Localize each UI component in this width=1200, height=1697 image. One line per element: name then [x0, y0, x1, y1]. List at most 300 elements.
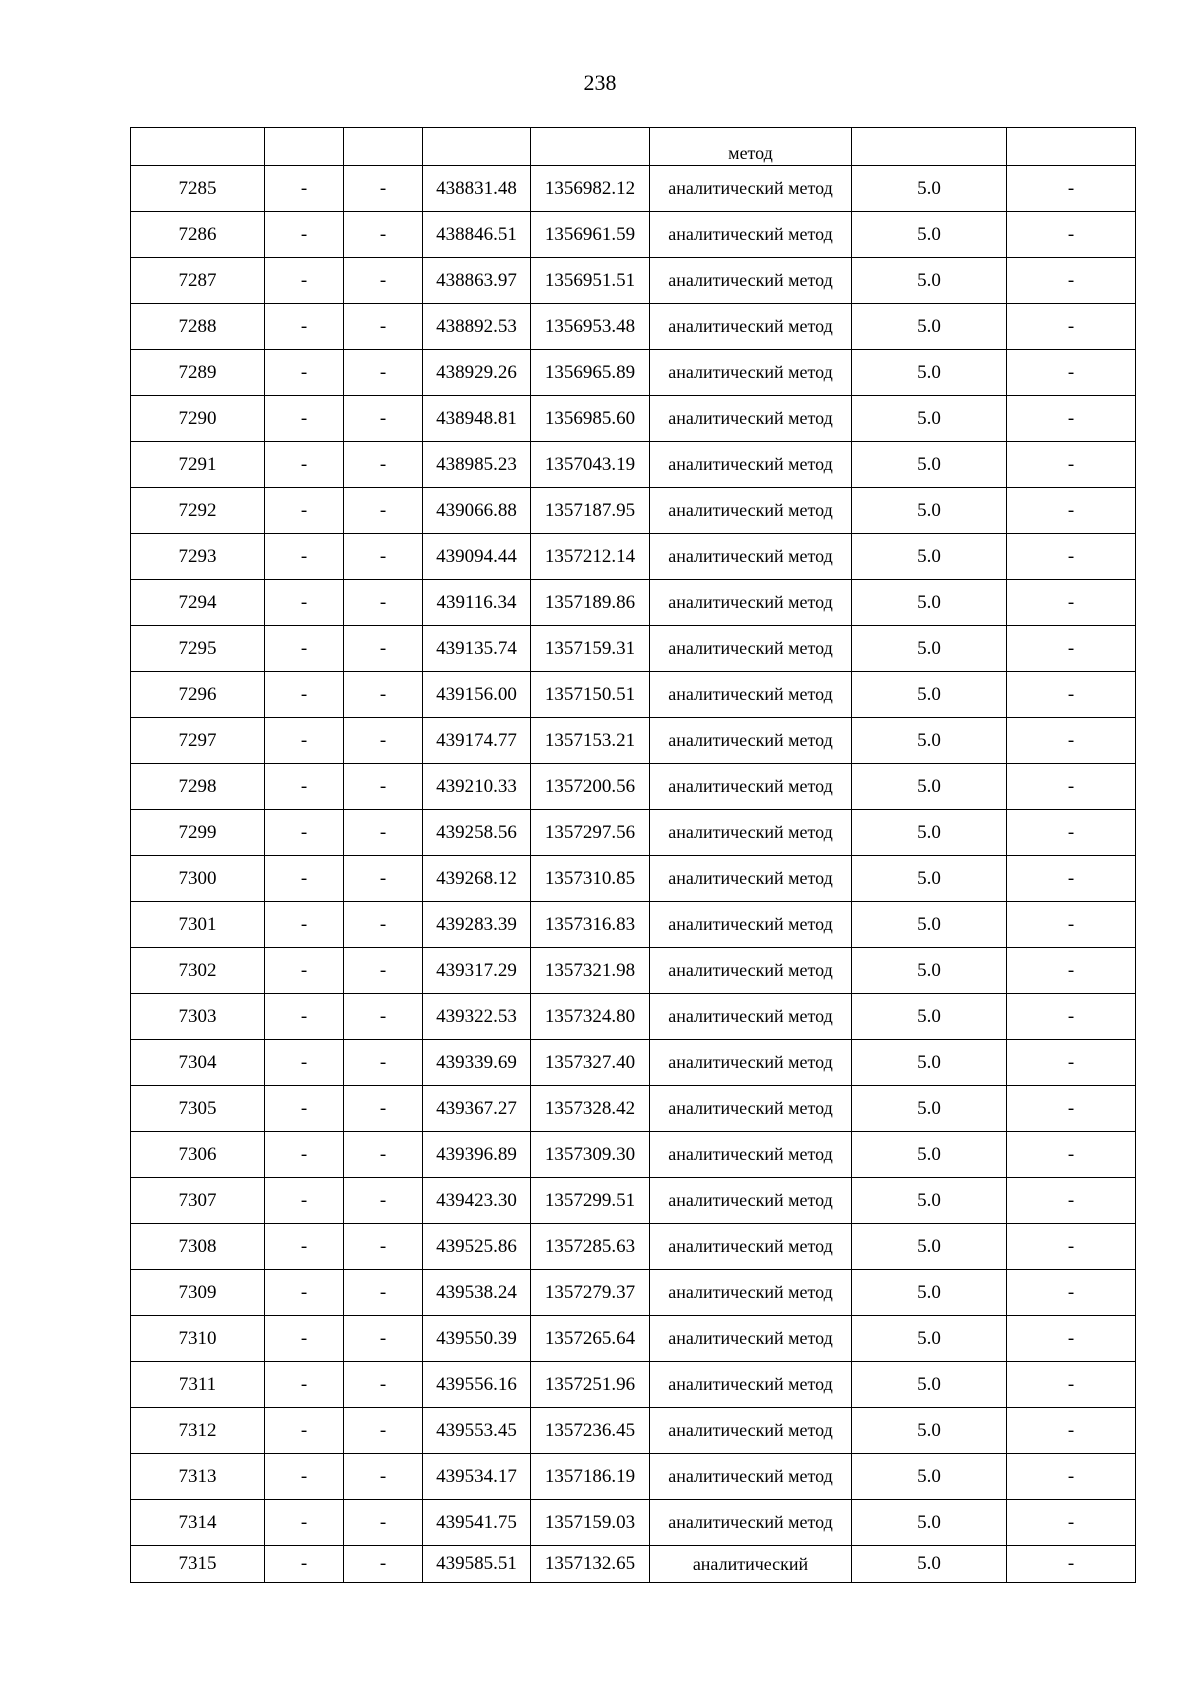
cell-accuracy: 5.0	[852, 1132, 1007, 1178]
method-text: аналитический метод	[668, 638, 833, 658]
cell-col3: -	[344, 1270, 423, 1316]
cell-y: 1357327.40	[531, 1040, 650, 1086]
table-row	[131, 810, 1136, 856]
cell-method	[650, 810, 852, 856]
cell-col2: -	[265, 856, 344, 902]
method-text: аналитический метод	[668, 270, 833, 290]
coordinates-table	[130, 127, 1136, 1583]
cell-col2: -	[265, 396, 344, 442]
cell-col8: -	[1007, 902, 1136, 948]
cell-accuracy: 5.0	[852, 626, 1007, 672]
cell-col3: -	[344, 1408, 423, 1454]
cell-col3: -	[344, 1316, 423, 1362]
cell-accuracy: 5.0	[852, 1040, 1007, 1086]
cell-col2: -	[265, 212, 344, 258]
cell-y: 1357212.14	[531, 534, 650, 580]
cell-col2: -	[265, 1224, 344, 1270]
cell-method	[650, 1224, 852, 1270]
table-row	[131, 1132, 1136, 1178]
cell-col2: -	[265, 442, 344, 488]
cell-col8: -	[1007, 672, 1136, 718]
cell-point-number: 7305	[131, 1086, 265, 1132]
cell-point-number: 7292	[131, 488, 265, 534]
table-row	[131, 1086, 1136, 1132]
cell-col2: -	[265, 902, 344, 948]
cell-col2: -	[265, 1132, 344, 1178]
method-text: аналитический метод	[668, 730, 833, 750]
cell-method	[650, 166, 852, 212]
cell-col3: -	[344, 212, 423, 258]
cell-accuracy: 5.0	[852, 580, 1007, 626]
cell-point-number: 7297	[131, 718, 265, 764]
cell-accuracy: 5.0	[852, 212, 1007, 258]
cell-col2: -	[265, 1040, 344, 1086]
cell-point-number	[131, 128, 265, 166]
method-text: аналитический метод	[668, 1466, 833, 1486]
cell-y: 1357251.96	[531, 1362, 650, 1408]
cell-point-number: 7301	[131, 902, 265, 948]
cell-accuracy: 5.0	[852, 1454, 1007, 1500]
cell-accuracy: 5.0	[852, 672, 1007, 718]
cell-point-number: 7290	[131, 396, 265, 442]
cell-point-number: 7293	[131, 534, 265, 580]
cell-col8: -	[1007, 1040, 1136, 1086]
cell-x: 439423.30	[423, 1178, 531, 1224]
cell-point-number: 7314	[131, 1500, 265, 1546]
table-row	[131, 258, 1136, 304]
cell-point-number: 7306	[131, 1132, 265, 1178]
cell-col2: -	[265, 580, 344, 626]
cell-accuracy: 5.0	[852, 994, 1007, 1040]
cell-method	[650, 1362, 852, 1408]
cell-y: 1357310.85	[531, 856, 650, 902]
cell-accuracy: 5.0	[852, 258, 1007, 304]
cell-x: 438846.51	[423, 212, 531, 258]
table-row	[131, 902, 1136, 948]
cell-x: 439396.89	[423, 1132, 531, 1178]
cell-col2: -	[265, 1086, 344, 1132]
cell-col8: -	[1007, 626, 1136, 672]
method-text: аналитический метод	[668, 1374, 833, 1394]
cell-method	[650, 994, 852, 1040]
cell-point-number: 7315	[131, 1546, 265, 1583]
cell-col8: -	[1007, 1178, 1136, 1224]
cell-method	[650, 1546, 852, 1583]
cell-col3: -	[344, 626, 423, 672]
method-text: аналитический метод	[668, 1190, 833, 1210]
cell-point-number: 7313	[131, 1454, 265, 1500]
method-text: аналитический метод	[668, 1512, 833, 1532]
cell-x: 438948.81	[423, 396, 531, 442]
method-text: аналитический метод	[668, 1052, 833, 1072]
cell-point-number: 7309	[131, 1270, 265, 1316]
cell-col2: -	[265, 672, 344, 718]
cell-method	[650, 764, 852, 810]
cell-method	[650, 626, 852, 672]
cell-y: 1357316.83	[531, 902, 650, 948]
cell-col8: -	[1007, 1270, 1136, 1316]
cell-y: 1357299.51	[531, 1178, 650, 1224]
method-text: аналитический метод	[668, 822, 833, 842]
cell-x: 439339.69	[423, 1040, 531, 1086]
cell-y: 1357200.56	[531, 764, 650, 810]
cell-x: 438831.48	[423, 166, 531, 212]
cell-col8: -	[1007, 350, 1136, 396]
cell-col3: -	[344, 350, 423, 396]
cell-method	[650, 1408, 852, 1454]
method-text: аналитический метод	[668, 500, 833, 520]
cell-col2: -	[265, 488, 344, 534]
cell-col2: -	[265, 166, 344, 212]
cell-accuracy: 5.0	[852, 1500, 1007, 1546]
cell-point-number: 7307	[131, 1178, 265, 1224]
cell-x: 439135.74	[423, 626, 531, 672]
cell-method	[650, 212, 852, 258]
method-text: аналитический	[692, 1553, 809, 1574]
cell-x: 438863.97	[423, 258, 531, 304]
cell-method	[650, 442, 852, 488]
cell-col3: -	[344, 1178, 423, 1224]
method-text: аналитический метод	[668, 776, 833, 796]
cell-point-number: 7302	[131, 948, 265, 994]
cell-col3: -	[344, 1500, 423, 1546]
table-row	[131, 580, 1136, 626]
cell-col3: -	[344, 1040, 423, 1086]
cell-col3: -	[344, 764, 423, 810]
cell-col2: -	[265, 534, 344, 580]
cell-accuracy: 5.0	[852, 948, 1007, 994]
method-text: аналитический метод	[668, 316, 833, 336]
cell-col8: -	[1007, 718, 1136, 764]
cell-accuracy: 5.0	[852, 810, 1007, 856]
cell-method	[650, 258, 852, 304]
method-text: аналитический метод	[668, 362, 833, 382]
table-row	[131, 1040, 1136, 1086]
table-row	[131, 718, 1136, 764]
method-text: аналитический метод	[668, 1328, 833, 1348]
cell-point-number: 7303	[131, 994, 265, 1040]
cell-y: 1357159.31	[531, 626, 650, 672]
cell-accuracy	[852, 128, 1007, 166]
cell-point-number: 7311	[131, 1362, 265, 1408]
cell-col3: -	[344, 258, 423, 304]
method-text: аналитический метод	[668, 224, 833, 244]
cell-col8: -	[1007, 488, 1136, 534]
cell-y: 1357309.30	[531, 1132, 650, 1178]
cell-col8	[1007, 128, 1136, 166]
cell-y: 1356961.59	[531, 212, 650, 258]
cell-col3: -	[344, 488, 423, 534]
method-text: аналитический метод	[668, 454, 833, 474]
method-text: аналитический метод	[668, 592, 833, 612]
cell-col3: -	[344, 672, 423, 718]
method-text: аналитический метод	[668, 868, 833, 888]
cell-y: 1356985.60	[531, 396, 650, 442]
method-text: аналитический метод	[668, 1420, 833, 1440]
cell-col8: -	[1007, 948, 1136, 994]
cell-col2: -	[265, 1270, 344, 1316]
cell-y: 1356965.89	[531, 350, 650, 396]
table-row	[131, 994, 1136, 1040]
method-text: аналитический метод	[668, 1006, 833, 1026]
cell-x: 439367.27	[423, 1086, 531, 1132]
table-row	[131, 626, 1136, 672]
cell-col8: -	[1007, 304, 1136, 350]
method-text: метод	[728, 143, 773, 163]
cell-col3	[344, 128, 423, 166]
table-row	[131, 488, 1136, 534]
cell-method	[650, 718, 852, 764]
cell-y: 1357153.21	[531, 718, 650, 764]
cell-col8: -	[1007, 856, 1136, 902]
cell-col3: -	[344, 166, 423, 212]
cell-x: 439525.86	[423, 1224, 531, 1270]
cell-y: 1356982.12	[531, 166, 650, 212]
cell-col3: -	[344, 304, 423, 350]
cell-col8: -	[1007, 1500, 1136, 1546]
cell-col3: -	[344, 856, 423, 902]
cell-x: 439317.29	[423, 948, 531, 994]
cell-method	[650, 948, 852, 994]
method-text: аналитический метод	[668, 178, 833, 198]
cell-col2: -	[265, 1408, 344, 1454]
cell-method	[650, 128, 852, 166]
cell-method	[650, 534, 852, 580]
cell-col2: -	[265, 626, 344, 672]
cell-y: 1357187.95	[531, 488, 650, 534]
cell-col8: -	[1007, 1132, 1136, 1178]
cell-col3: -	[344, 396, 423, 442]
cell-col8: -	[1007, 1408, 1136, 1454]
cell-point-number: 7312	[131, 1408, 265, 1454]
cell-col8: -	[1007, 1224, 1136, 1270]
method-text: аналитический метод	[668, 914, 833, 934]
cell-accuracy: 5.0	[852, 1546, 1007, 1583]
cell-point-number: 7291	[131, 442, 265, 488]
cell-col3: -	[344, 1546, 423, 1583]
cell-accuracy: 5.0	[852, 764, 1007, 810]
cell-x: 438892.53	[423, 304, 531, 350]
cell-col3: -	[344, 718, 423, 764]
table-row	[131, 856, 1136, 902]
cell-col2: -	[265, 1454, 344, 1500]
table-row	[131, 166, 1136, 212]
table-row	[131, 212, 1136, 258]
cell-point-number: 7310	[131, 1316, 265, 1362]
cell-method	[650, 396, 852, 442]
cell-y: 1357328.42	[531, 1086, 650, 1132]
cell-col8: -	[1007, 810, 1136, 856]
cell-col3: -	[344, 1224, 423, 1270]
cell-col2: -	[265, 810, 344, 856]
cell-accuracy: 5.0	[852, 1316, 1007, 1362]
table-row	[131, 1454, 1136, 1500]
cell-x: 439553.45	[423, 1408, 531, 1454]
cell-x	[423, 128, 531, 166]
cell-y: 1357043.19	[531, 442, 650, 488]
cell-col2: -	[265, 1316, 344, 1362]
cell-method	[650, 1086, 852, 1132]
cell-accuracy: 5.0	[852, 350, 1007, 396]
cell-x: 439585.51	[423, 1546, 531, 1583]
cell-y: 1357321.98	[531, 948, 650, 994]
cell-col3: -	[344, 902, 423, 948]
cell-y: 1357150.51	[531, 672, 650, 718]
cell-method	[650, 1316, 852, 1362]
cell-x: 439174.77	[423, 718, 531, 764]
page-number: 238	[583, 70, 617, 95]
table-row	[131, 764, 1136, 810]
cell-y: 1357265.64	[531, 1316, 650, 1362]
cell-col3: -	[344, 1132, 423, 1178]
table-row	[131, 396, 1136, 442]
cell-col8: -	[1007, 994, 1136, 1040]
cell-col2: -	[265, 994, 344, 1040]
cell-accuracy: 5.0	[852, 166, 1007, 212]
table-row	[131, 534, 1136, 580]
cell-accuracy: 5.0	[852, 304, 1007, 350]
cell-method	[650, 672, 852, 718]
cell-col2: -	[265, 764, 344, 810]
cell-col2: -	[265, 1362, 344, 1408]
cell-col2: -	[265, 350, 344, 396]
cell-col2: -	[265, 1546, 344, 1583]
cell-col3: -	[344, 442, 423, 488]
cell-x: 438985.23	[423, 442, 531, 488]
cell-method	[650, 902, 852, 948]
method-text: аналитический метод	[668, 684, 833, 704]
cell-method	[650, 488, 852, 534]
cell-col2: -	[265, 948, 344, 994]
cell-accuracy: 5.0	[852, 1224, 1007, 1270]
cell-point-number: 7287	[131, 258, 265, 304]
cell-col3: -	[344, 1086, 423, 1132]
cell-x: 439258.56	[423, 810, 531, 856]
table-row	[131, 1362, 1136, 1408]
table-row	[131, 1408, 1136, 1454]
cell-point-number: 7286	[131, 212, 265, 258]
cell-x: 439550.39	[423, 1316, 531, 1362]
cell-method	[650, 1270, 852, 1316]
table-row	[131, 1224, 1136, 1270]
cell-y: 1357186.19	[531, 1454, 650, 1500]
table-row-continuation	[131, 128, 1136, 166]
cell-method	[650, 304, 852, 350]
cell-x: 439268.12	[423, 856, 531, 902]
cell-method	[650, 580, 852, 626]
cell-point-number: 7289	[131, 350, 265, 396]
cell-accuracy: 5.0	[852, 488, 1007, 534]
cell-y: 1357189.86	[531, 580, 650, 626]
cell-y: 1357279.37	[531, 1270, 650, 1316]
table-row	[131, 1546, 1136, 1583]
method-text: аналитический метод	[668, 408, 833, 428]
cell-method	[650, 1500, 852, 1546]
cell-col8: -	[1007, 212, 1136, 258]
cell-x: 439116.34	[423, 580, 531, 626]
cell-x: 439210.33	[423, 764, 531, 810]
cell-x: 439541.75	[423, 1500, 531, 1546]
cell-point-number: 7299	[131, 810, 265, 856]
table-row	[131, 672, 1136, 718]
cell-col8: -	[1007, 258, 1136, 304]
cell-col8: -	[1007, 1454, 1136, 1500]
cell-col2: -	[265, 1500, 344, 1546]
cell-point-number: 7296	[131, 672, 265, 718]
method-text: аналитический метод	[668, 960, 833, 980]
cell-y: 1357297.56	[531, 810, 650, 856]
cell-point-number: 7294	[131, 580, 265, 626]
cell-col8: -	[1007, 396, 1136, 442]
cell-accuracy: 5.0	[852, 534, 1007, 580]
cell-method	[650, 1454, 852, 1500]
cell-point-number: 7304	[131, 1040, 265, 1086]
method-text: аналитический метод	[668, 1236, 833, 1256]
cell-x: 439534.17	[423, 1454, 531, 1500]
cell-col3: -	[344, 534, 423, 580]
cell-col8: -	[1007, 1316, 1136, 1362]
method-text: аналитический метод	[668, 1144, 833, 1164]
cell-accuracy: 5.0	[852, 396, 1007, 442]
cell-method	[650, 1178, 852, 1224]
cell-x: 439156.00	[423, 672, 531, 718]
table-row	[131, 1316, 1136, 1362]
cell-accuracy: 5.0	[852, 442, 1007, 488]
cell-col3: -	[344, 1454, 423, 1500]
cell-accuracy: 5.0	[852, 1086, 1007, 1132]
cell-col2: -	[265, 304, 344, 350]
cell-accuracy: 5.0	[852, 1408, 1007, 1454]
cell-accuracy: 5.0	[852, 1178, 1007, 1224]
method-text: аналитический метод	[668, 1282, 833, 1302]
cell-col8: -	[1007, 1546, 1136, 1583]
cell-x: 438929.26	[423, 350, 531, 396]
cell-x: 439538.24	[423, 1270, 531, 1316]
cell-y: 1356951.51	[531, 258, 650, 304]
cell-col8: -	[1007, 580, 1136, 626]
cell-point-number: 7300	[131, 856, 265, 902]
table-row	[131, 1500, 1136, 1546]
cell-col2: -	[265, 1178, 344, 1224]
cell-y: 1357285.63	[531, 1224, 650, 1270]
cell-method	[650, 1040, 852, 1086]
cell-col8: -	[1007, 764, 1136, 810]
cell-accuracy: 5.0	[852, 902, 1007, 948]
cell-accuracy: 5.0	[852, 718, 1007, 764]
table-row	[131, 948, 1136, 994]
cell-col2: -	[265, 718, 344, 764]
cell-x: 439094.44	[423, 534, 531, 580]
cell-col8: -	[1007, 534, 1136, 580]
table-row	[131, 1270, 1136, 1316]
cell-x: 439322.53	[423, 994, 531, 1040]
cell-y: 1357132.65	[531, 1546, 650, 1583]
cell-y: 1356953.48	[531, 304, 650, 350]
cell-method	[650, 350, 852, 396]
cell-point-number: 7308	[131, 1224, 265, 1270]
cell-y: 1357324.80	[531, 994, 650, 1040]
cell-col8: -	[1007, 166, 1136, 212]
cell-col3: -	[344, 948, 423, 994]
method-text: аналитический метод	[668, 1098, 833, 1118]
cell-col8: -	[1007, 442, 1136, 488]
cell-point-number: 7295	[131, 626, 265, 672]
cell-accuracy: 5.0	[852, 1362, 1007, 1408]
table-row	[131, 350, 1136, 396]
table-row	[131, 1178, 1136, 1224]
cell-y: 1357236.45	[531, 1408, 650, 1454]
cell-col3: -	[344, 810, 423, 856]
